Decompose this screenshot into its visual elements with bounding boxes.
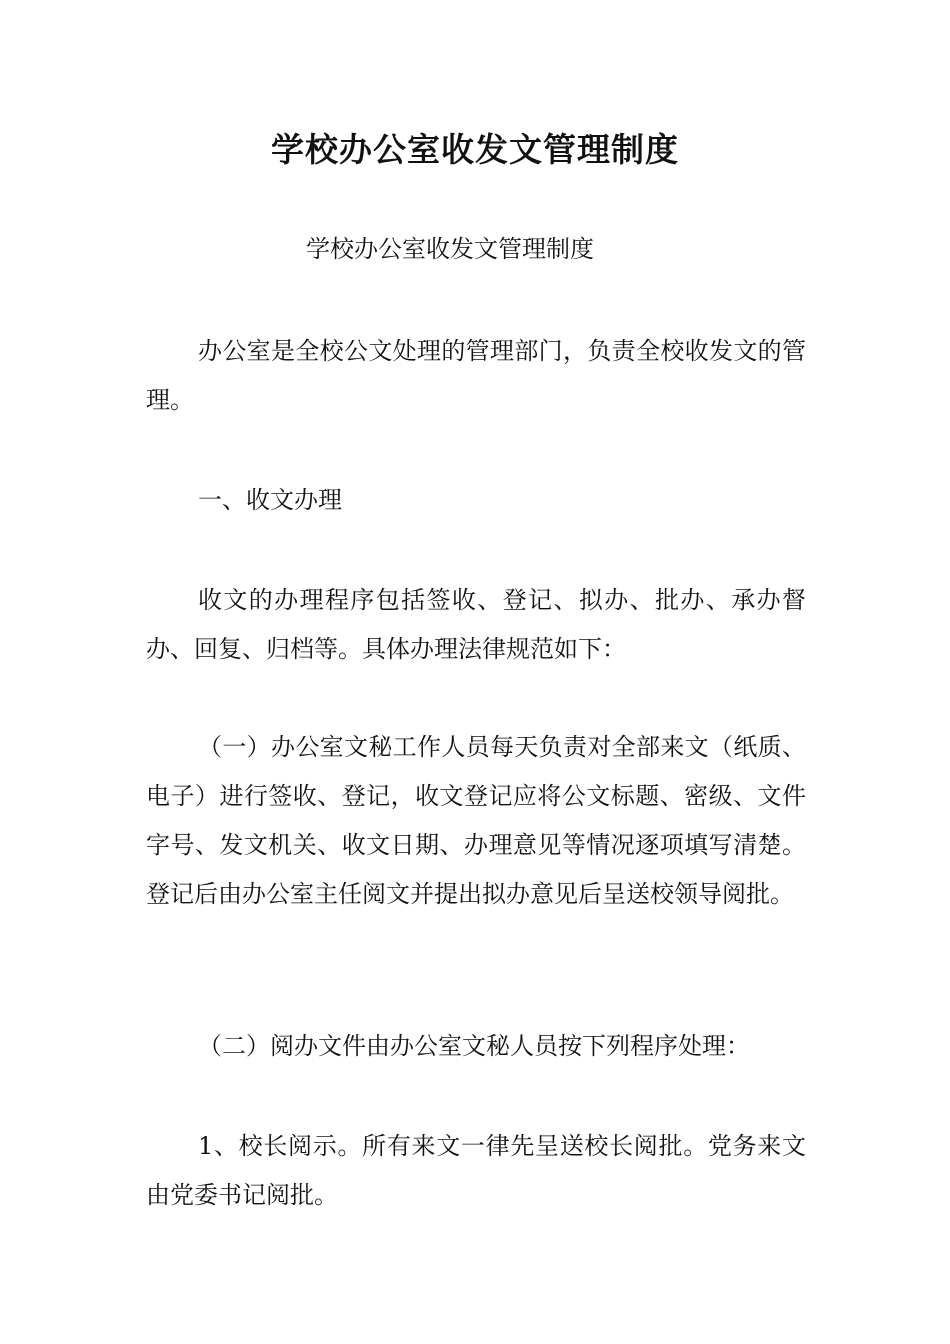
document-title: 学校办公室收发文管理制度	[271, 130, 679, 169]
paragraph-subitem-1: 1、校长阅示。所有来文一律先呈送校长阅批。党务来文由党委书记阅批。	[146, 1132, 806, 1209]
paragraph-item-2: （二）阅办文件由办公室文秘人员按下列程序处理：	[198, 1032, 750, 1060]
paragraph-intro: 办公室是全校公文处理的管理部门，负责全校收发文的管理。	[146, 337, 806, 414]
document-subtitle: 学校办公室收发文管理制度	[306, 235, 594, 263]
paragraph-receiving-procedure: 收文的办理程序包括签收、登记、拟办、批办、承办督办、回复、归档等。具体办理法律规范如下：	[146, 586, 806, 663]
section-heading-receiving: 一、收文办理	[198, 486, 342, 514]
paragraph-item-1: （一）办公室文秘工作人员每天负责对全部来文（纸质、电子）进行签收、登记，收文登记应将公文标题、密级、文件字号、发文机关、收文日期、办理意见等情况逐项填写清楚。登记后由办公室主任阅文并提出拟办意见后呈送校领导阅批。	[146, 733, 806, 908]
